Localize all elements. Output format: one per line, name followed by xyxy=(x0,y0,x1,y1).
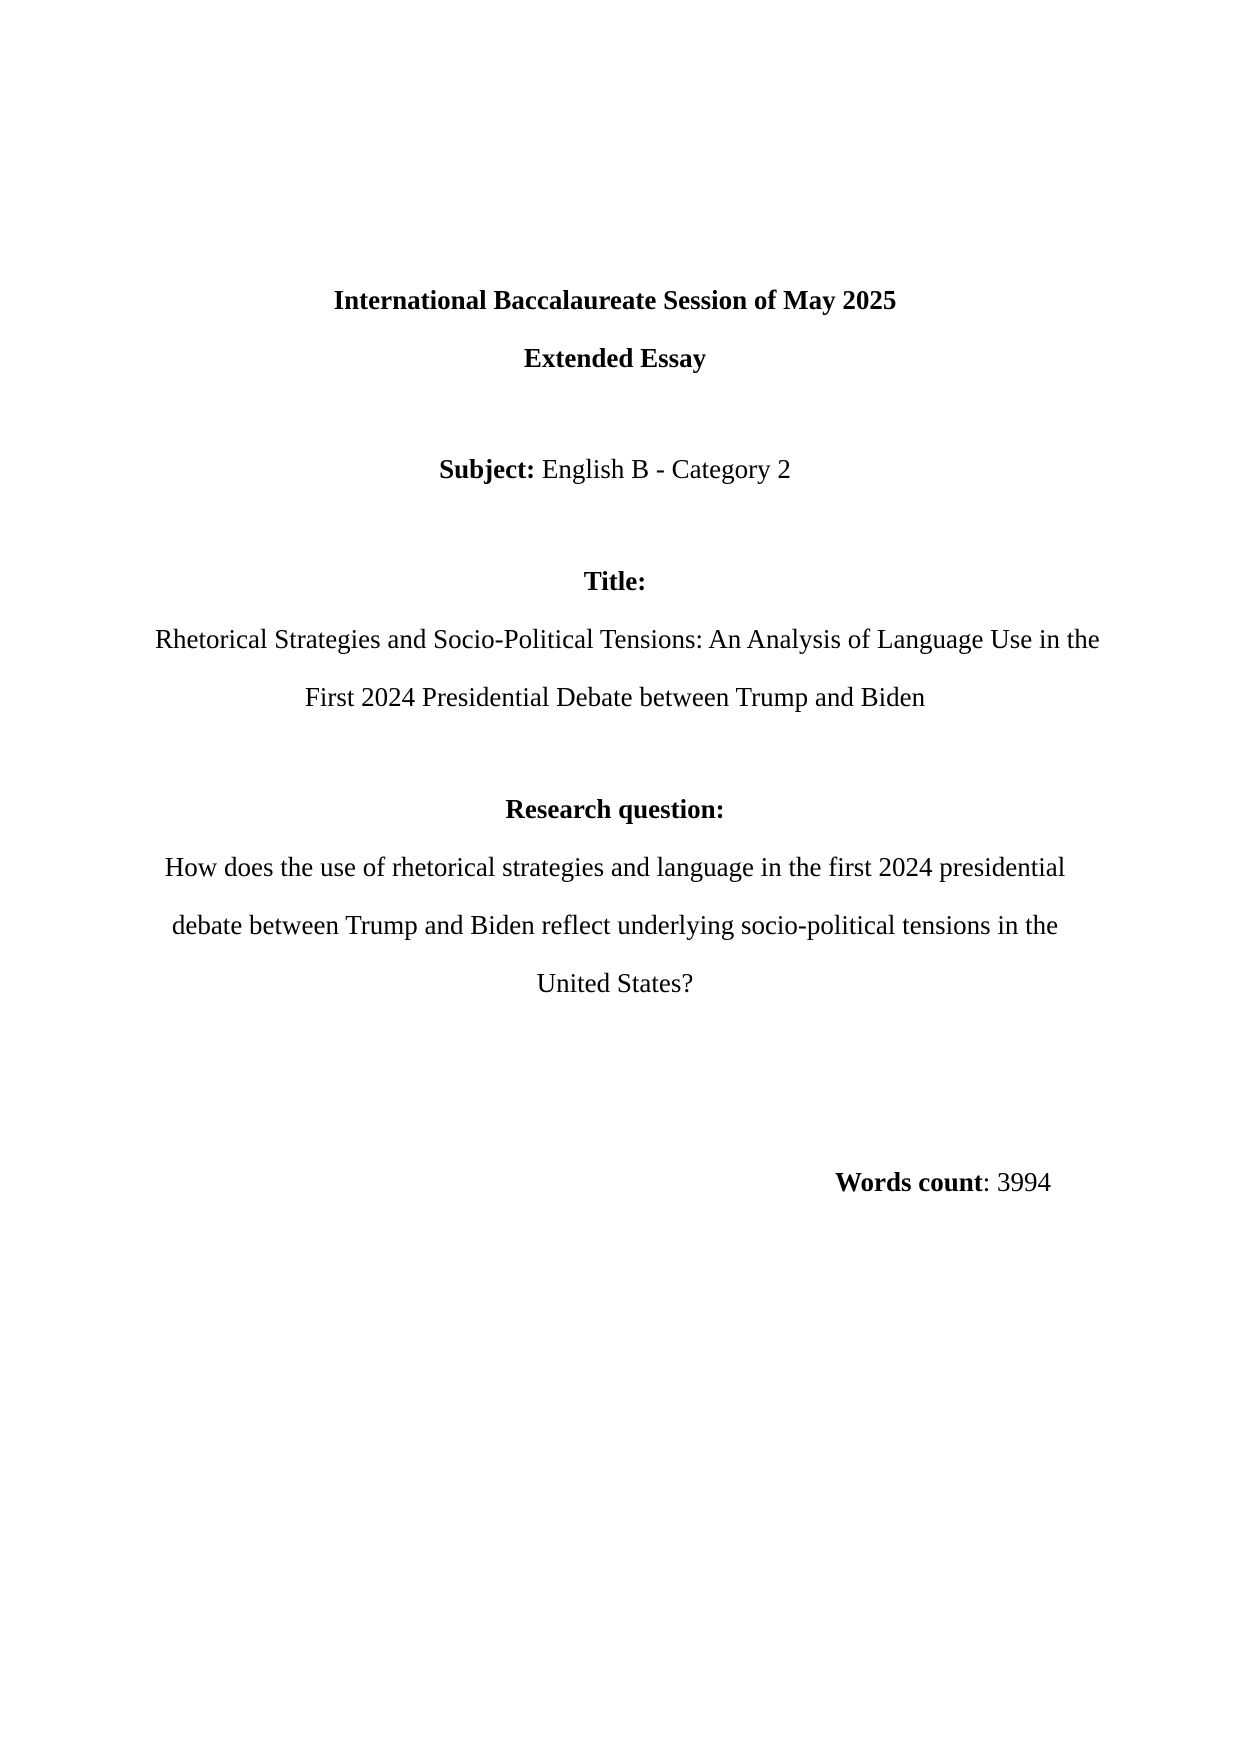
title-page-content xyxy=(155,0,1100,1197)
research-question-line-3: United States? xyxy=(536,968,694,998)
title-heading: Title: xyxy=(583,566,647,596)
research-question-heading: Research question: xyxy=(505,794,725,824)
essay-title-line-2: First 2024 Presidential Debate between Trump and Biden xyxy=(304,682,926,712)
essay-title-line-1: Rhetorical Strategies and Socio-Political Tensions: An Analysis of Language Use in the xyxy=(155,624,1100,654)
words-count-label: Words count xyxy=(834,1167,983,1197)
research-question-line-2: debate between Trump and Biden reflect underlying socio-political tensions in the xyxy=(171,910,1059,940)
research-question-line-1: How does the use of rhetorical strategies and language in the first 2024 presidential xyxy=(164,852,1066,882)
essay-type-heading: Extended Essay xyxy=(523,343,707,373)
subject-value: English B - Category 2 xyxy=(541,454,791,484)
ib-session-heading: International Baccalaureate Session of May 2025 xyxy=(333,285,897,315)
subject-label: Subject: xyxy=(439,454,536,484)
words-count xyxy=(155,1169,1075,1196)
words-count-value: : 3994 xyxy=(982,1167,1051,1197)
subject-line xyxy=(155,456,1075,483)
